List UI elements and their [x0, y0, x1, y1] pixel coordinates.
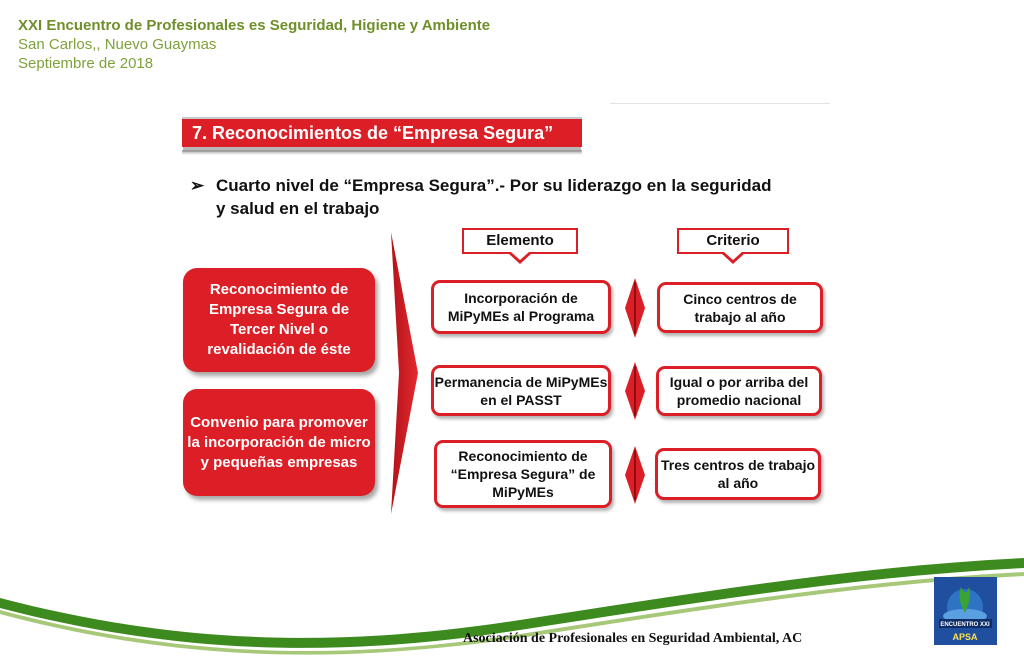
elemento-box: Incorporación de MiPyMEs al Programa: [431, 280, 611, 334]
slide-header: [18, 16, 490, 73]
apsa-logo: [934, 577, 997, 645]
chevron-right-arrow-icon: [388, 232, 420, 514]
logo-text-bottom: APSA: [952, 632, 978, 642]
double-arrow-icon: [624, 362, 646, 420]
double-arrow-icon: [624, 278, 646, 338]
left-box-convenio: Convenio para promover la incorporación de micro y pequeñas empresas: [183, 389, 375, 496]
divider: [610, 103, 830, 104]
elemento-box: Reconocimiento de “Empresa Segura” de MiPyMEs: [434, 440, 612, 508]
double-arrow-icon: [624, 446, 646, 504]
column-header-label: Criterio: [706, 232, 760, 249]
event-date: Septiembre de 2018: [18, 55, 154, 72]
column-header-criterio: [677, 228, 789, 254]
bullet-arrow-icon: ➢: [190, 176, 205, 195]
criterio-box: Igual o por arriba del promedio nacional: [656, 366, 822, 416]
elemento-box: Permanencia de MiPyMEs en el PASST: [431, 365, 611, 416]
section-title: 7. Reconocimientos de “Empresa Segura”: [182, 117, 582, 147]
bullet-text: Cuarto nivel de “Empresa Segura”.- Por su liderazgo en la seguridad y salud en el trabajo: [216, 176, 772, 218]
event-location: San Carlos,, Nuevo Guaymas: [18, 36, 217, 53]
column-header-label: Elemento: [486, 232, 554, 249]
event-title: XXI Encuentro de Profesionales es Seguridad, Higiene y Ambiente: [18, 17, 491, 34]
criterio-box: Cinco centros de trabajo al año: [657, 282, 823, 333]
criterio-box: Tres centros de trabajo al año: [655, 448, 821, 500]
column-header-elemento: [462, 228, 578, 254]
left-box-reconocimiento: Reconocimiento de Empresa Segura de Tercer Nivel o revalidación de éste: [183, 268, 375, 372]
logo-text-top: ENCUENTRO XXI: [940, 622, 990, 628]
organization-name: Asociación de Profesionales en Seguridad Ambiental, AC: [463, 631, 803, 646]
